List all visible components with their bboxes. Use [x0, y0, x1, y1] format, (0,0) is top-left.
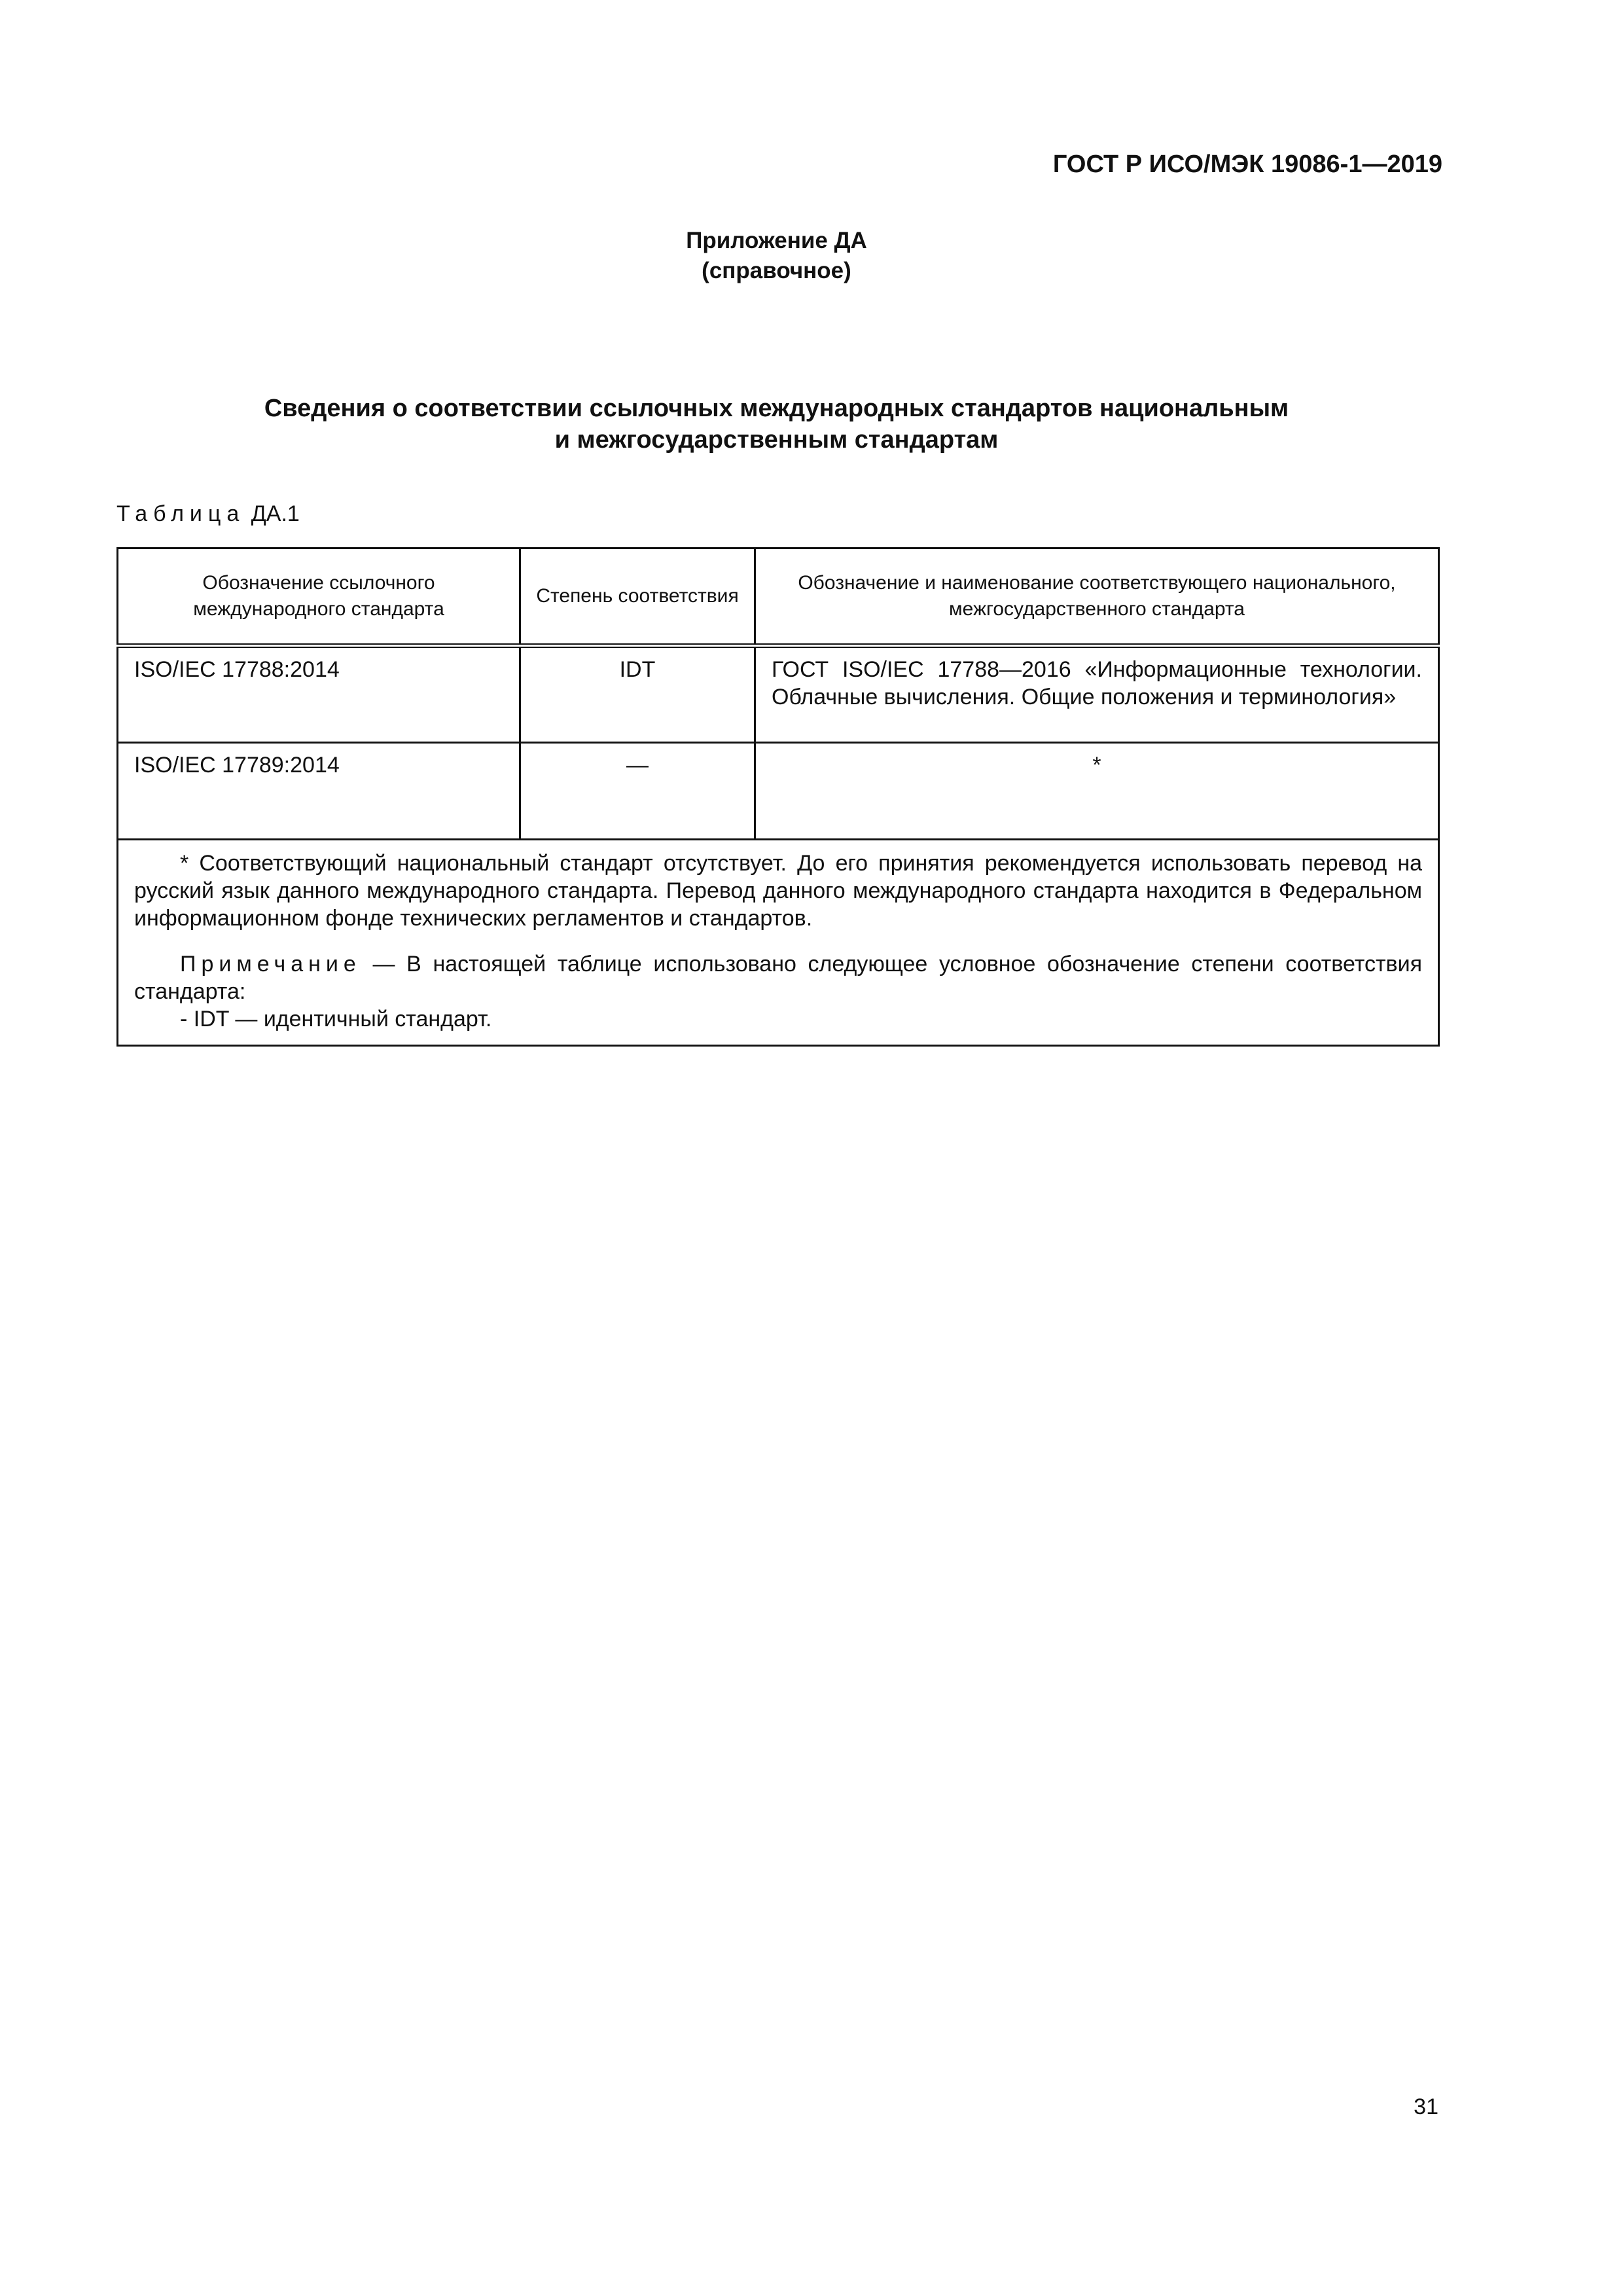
cell-national: *	[755, 743, 1439, 840]
appendix-subtitle: (справочное)	[702, 258, 851, 283]
table-row	[118, 743, 1439, 840]
page-number: 31	[1414, 2094, 1438, 2119]
note-list-item: - IDT — идентичный стандарт.	[180, 1007, 492, 1031]
header-degree: Степень соответствия	[520, 548, 755, 646]
note-label: Примечание	[180, 952, 361, 977]
section-title	[0, 393, 1553, 456]
table-header-row	[118, 548, 1439, 646]
section-title-line-2: и межгосударственным стандартам	[554, 426, 999, 454]
table-caption-number: ДА.1	[251, 501, 300, 526]
note-text: — В настоящей таблице использовано следующее условное обозначение степени соответствия стандарта:	[134, 952, 1422, 1004]
table-footnote-cell	[118, 840, 1439, 1046]
cell-reference: ISO/IEC 17788:2014	[118, 646, 520, 743]
table-caption-word: Таблица	[116, 501, 245, 526]
cell-reference: ISO/IEC 17789:2014	[118, 743, 520, 840]
cell-national: ГОСТ ISO/IEC 17788—2016 «Информационные технологии. Облачные вычисления. Общие положения и терминология»	[755, 646, 1439, 743]
table-caption	[116, 501, 300, 527]
header-reference-standard: Обозначение ссылочного международного стандарта	[118, 548, 520, 646]
cell-degree: —	[520, 743, 755, 840]
note-paragraph	[134, 950, 1422, 1005]
appendix-title: Приложение ДА	[686, 228, 867, 253]
document-code: ГОСТ Р ИСО/МЭК 19086-1—2019	[1052, 151, 1442, 178]
cell-degree: IDT	[520, 646, 755, 743]
section-title-line-1: Сведения о соответствии ссылочных международных стандартов национальным	[264, 395, 1289, 422]
appendix-heading	[0, 226, 1553, 286]
table-footnote-row	[118, 840, 1439, 1046]
correspondence-table	[116, 547, 1440, 1047]
header-national-standard: Обозначение и наименование соответствующего национального, межгосударственного стандарта	[755, 548, 1439, 646]
footnote-text: * Соответствующий национальный стандарт отсутствует. До его принятия рекомендуется использовать перевод на русский язык данного международного стандарта. Перевод данного международного стандарта находится в Федеральном информационном фонде технических регламентов и стандартов.	[134, 851, 1422, 931]
table-row	[118, 646, 1439, 743]
